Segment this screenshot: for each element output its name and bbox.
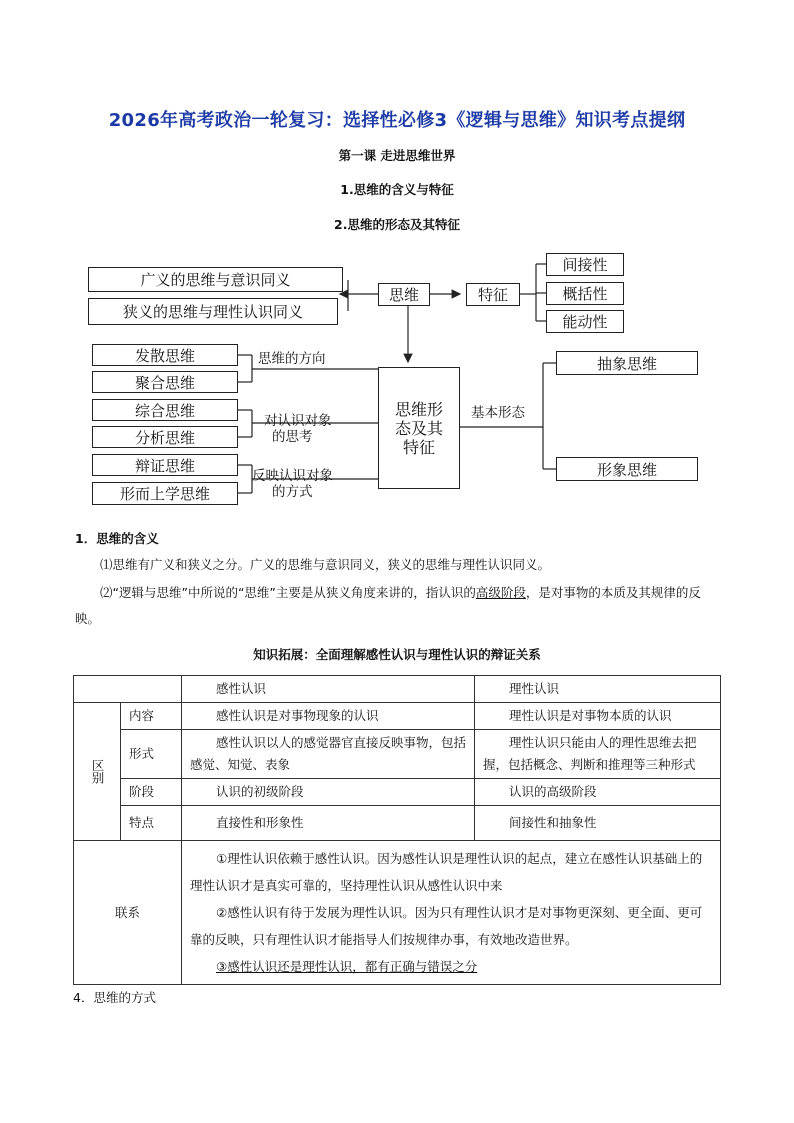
table-row <box>74 841 721 985</box>
basic-form-label: 基本形态 <box>471 405 525 421</box>
paragraph-2 <box>75 580 725 632</box>
link-point-3 <box>190 953 712 980</box>
divergent-thinking-box: 发散思维 <box>92 344 238 366</box>
table-cell: 认识的高级阶段 <box>475 779 721 806</box>
table-row-key: 内容 <box>121 703 182 730</box>
reflection-way-label-b: 的方式 <box>272 484 313 500</box>
knowledge-expansion-title: 知识拓展：全面理解感性认识与理性认识的辩证关系 <box>253 647 541 662</box>
link-point-2: ②感性认识有待于发展为理性认识。因为只有理性认识才是对事物更深刻、更全面、更可靠的反映，只有理性认识才能指导人们按规律办事，有效地改造世界。 <box>190 905 703 947</box>
paragraph-2-text-b: ，是对事物的本质及其规律的反映。 <box>75 585 701 626</box>
table-cell-empty <box>74 676 182 703</box>
table-cell: 认识的初级阶段 <box>182 779 475 806</box>
table-row-key: 形式 <box>121 730 182 779</box>
direction-label: 思维的方向 <box>258 351 326 367</box>
table-header-row <box>74 676 721 703</box>
table-header-perceptual: 感性认识 <box>182 676 475 703</box>
feature-active-box: 能动性 <box>546 310 624 333</box>
table-cell: 理性认识是对事物本质的认识 <box>475 703 721 730</box>
table-cell: 理性认识只能由人的理性思维去把握，包括概念、判断和推理等三种形式 <box>475 730 721 779</box>
reflection-way-label-a: 反映认识对象 <box>252 468 333 484</box>
image-thinking-box: 形象思维 <box>556 457 698 481</box>
table-diff-label: 区别 <box>74 703 121 841</box>
abstract-thinking-box: 抽象思维 <box>556 351 698 375</box>
narrow-thinking-box: 狭义的思维与理性认识同义 <box>88 298 338 325</box>
table-cell: 感性认识是对事物现象的认识 <box>182 703 475 730</box>
convergent-thinking-box: 聚合思维 <box>92 371 238 393</box>
thinking-concept-diagram <box>78 245 714 515</box>
object-thinking-label-a: 对认识对象 <box>264 413 332 429</box>
link-point-1: ①理性认识依赖于感性认识。因为感性认识是理性认识的起点，建立在感性认识基础上的理性认识才是真实可靠的，坚持理性认识从感性认识中来 <box>190 851 703 893</box>
analytic-thinking-box: 分析思维 <box>92 426 238 448</box>
thinking-forms-center-box: 思维形态及其特征 <box>378 367 460 489</box>
document-title: 2026年高考政治一轮复习：选择性必修3《逻辑与思维》知识考点提纲 <box>108 110 686 131</box>
dialectical-thinking-box: 辩证思维 <box>92 454 238 476</box>
table-link-content <box>182 841 721 985</box>
table-header-rational: 理性认识 <box>475 676 721 703</box>
features-box: 特征 <box>466 283 520 306</box>
table-row <box>74 703 721 730</box>
table-row <box>74 779 721 806</box>
comparison-table <box>73 675 721 985</box>
thinking-methods-heading: 4．思维的方式 <box>73 990 156 1005</box>
table-link-label: 联系 <box>74 841 182 985</box>
thinking-box: 思维 <box>378 283 430 306</box>
object-thinking-label-b: 的思考 <box>272 429 313 445</box>
paragraph-1: ⑴思维有广义和狭义之分。广义的思维与意识同义，狭义的思维与理性认识同义。 <box>100 557 551 572</box>
link-point-3-text: ③感性认识还是理性认识，都有正确与错误之分 <box>216 959 478 974</box>
feature-general-box: 概括性 <box>546 282 624 305</box>
section-heading-1: 1.思维的含义与特征 <box>340 182 454 197</box>
table-cell: 间接性和抽象性 <box>475 806 721 841</box>
broad-thinking-box: 广义的思维与意识同义 <box>88 267 343 292</box>
paragraph-2-underlined: 高级阶段 <box>475 585 526 600</box>
table-cell: 直接性和形象性 <box>182 806 475 841</box>
heading-meaning: 1．思维的含义 <box>75 531 159 546</box>
section-heading-2: 2.思维的形态及其特征 <box>334 217 460 232</box>
paragraph-2-text-a: ⑵“逻辑与思维”中所说的“思维”主要是从狭义角度来讲的，指认识的 <box>100 585 476 600</box>
table-row-key: 阶段 <box>121 779 182 806</box>
lesson-heading: 第一课 走进思维世界 <box>338 148 456 163</box>
table-row-key: 特点 <box>121 806 182 841</box>
feature-indirect-box: 间接性 <box>546 253 624 276</box>
table-cell: 感性认识以人的感觉器官直接反映事物，包括感觉、知觉、表象 <box>182 730 475 779</box>
table-row <box>74 806 721 841</box>
metaphysical-thinking-box: 形而上学思维 <box>92 482 238 505</box>
synthetic-thinking-box: 综合思维 <box>92 399 238 421</box>
table-row <box>74 730 721 779</box>
